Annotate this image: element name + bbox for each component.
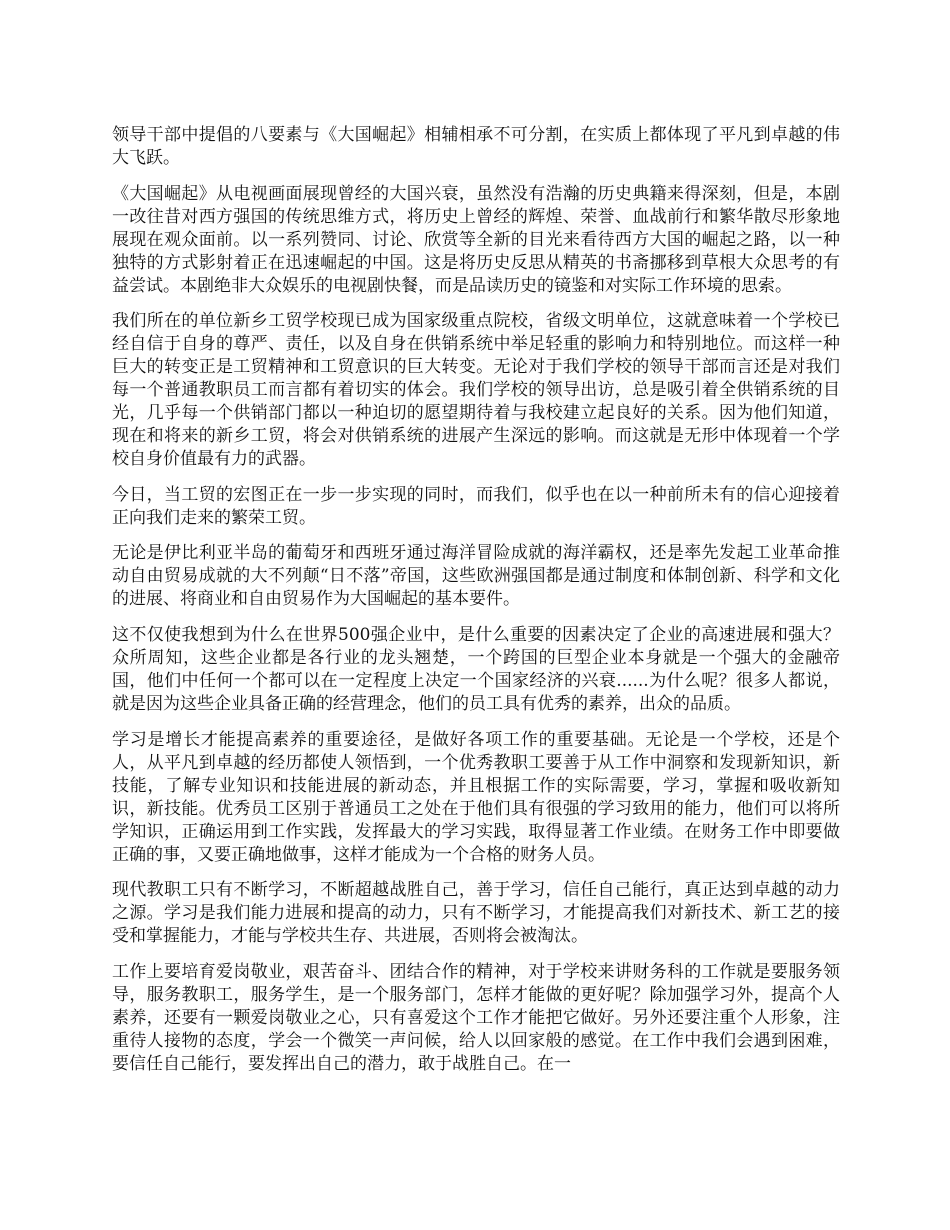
document-page	[112, 124, 840, 1088]
paragraph-9: 工作上要培育爱岗敬业，艰苦奋斗、团结合作的精神，对于学校来讲财务科的工作就是要服务领导，服务教职工，服务学生，是一个服务部门，怎样才能做的更好呢？除加强学习外，提高个人素养，还要有一颗爱岗敬业之心，只有喜爱这个工作才能把它做好。另外还要注重个人形象，注重待人接物的态度，学会一个微笑一声问候，给人以回家般的感觉。在工作中我们会遇到困难，要信任自己能行，要发挥出自己的潜力，敢于战胜自己。在一	[112, 961, 840, 1074]
paragraph-7: 学习是增长才能提高素养的重要途径，是做好各项工作的重要基础。无论是一个学校，还是个人，从平凡到卓越的经历都使人领悟到，一个优秀教职工要善于从工作中洞察和发现新知识，新技能，了解专业知识和技能进展的新动态，并且根据工作的实际需要，学习，掌握和吸收新知识，新技能。优秀员工区别于普通员工之处在于他们具有很强的学习致用的能力，他们可以将所学知识，正确运用到工作实践，发挥最大的学习实践，取得显著工作业绩。在财务工作中即要做正确的事，又要正确地做事，这样才能成为一个合格的财务人员。	[112, 729, 840, 865]
paragraph-5: 无论是伊比利亚半岛的葡萄牙和西班牙通过海洋冒险成就的海洋霸权，还是率先发起工业革命推动自由贸易成就的大不列颠“日不落”帝国，这些欧洲强国都是通过制度和体制创新、科学和文化的进展、将商业和自由贸易作为大国崛起的基本要件。	[112, 543, 840, 610]
paragraph-3: 我们所在的单位新乡工贸学校现已成为国家级重点院校，省级文明单位，这就意味着一个学校已经自信于自身的尊严、责任，以及自身在供销系统中举足轻重的影响力和特别地位。而这样一种巨大的转变正是工贸精神和工贸意识的巨大转变。无论对于我们学校的领导干部而言还是对我们每一个普通教职员工而言都有着切实的体会。我们学校的领导出访，总是吸引着全供销系统的目光，几乎每一个供销部门都以一种迫切的愿望期待着与我校建立起良好的关系。因为他们知道，现在和将来的新乡工贸，将会对供销系统的进展产生深远的影响。而这就是无形中体现着一个学校自身价值最有力的武器。	[112, 311, 840, 470]
paragraph-4: 今日，当工贸的宏图正在一步一步实现的同时，而我们，似乎也在以一种前所未有的信心迎接着正向我们走来的繁荣工贸。	[112, 484, 840, 528]
paragraph-8: 现代教职工只有不断学习，不断超越战胜自己，善于学习，信任自己能行，真正达到卓越的动力之源。学习是我们能力进展和提高的动力，只有不断学习，才能提高我们对新技术、新工艺的接受和掌握能力，才能与学校共生存、共进展，否则将会被淘汰。	[112, 880, 840, 947]
paragraph-6: 这不仅使我想到为什么在世界500强企业中，是什么重要的因素决定了企业的高速进展和强大？众所周知，这些企业都是各行业的龙头翘楚，一个跨国的巨型企业本身就是一个强大的金融帝国，他们中任何一个都可以在一定程度上决定一个国家经济的兴衰......为什么呢？很多人都说，就是因为这些企业具备正确的经营理念，他们的员工具有优秀的素养，出众的品质。	[112, 624, 840, 714]
paragraph-2: 《大国崛起》从电视画面展现曾经的大国兴衰，虽然没有浩瀚的历史典籍来得深刻，但是，本剧一改往昔对西方强国的传统思维方式，将历史上曾经的辉煌、荣誉、血战前行和繁华散尽形象地展现在观众面前。以一系列赞同、讨论、欣赏等全新的目光来看待西方大国的崛起之路，以一种独特的方式影射着正在迅速崛起的中国。这是将历史反思从精英的书斋挪移到草根大众思考的有益尝试。本剧绝非大众娱乐的电视剧快餐，而是品读历史的镜鉴和对实际工作环境的思索。	[112, 183, 840, 296]
paragraph-1: 领导干部中提倡的八要素与《大国崛起》相辅相承不可分割，在实质上都体现了平凡到卓越的伟大飞跃。	[112, 125, 840, 168]
